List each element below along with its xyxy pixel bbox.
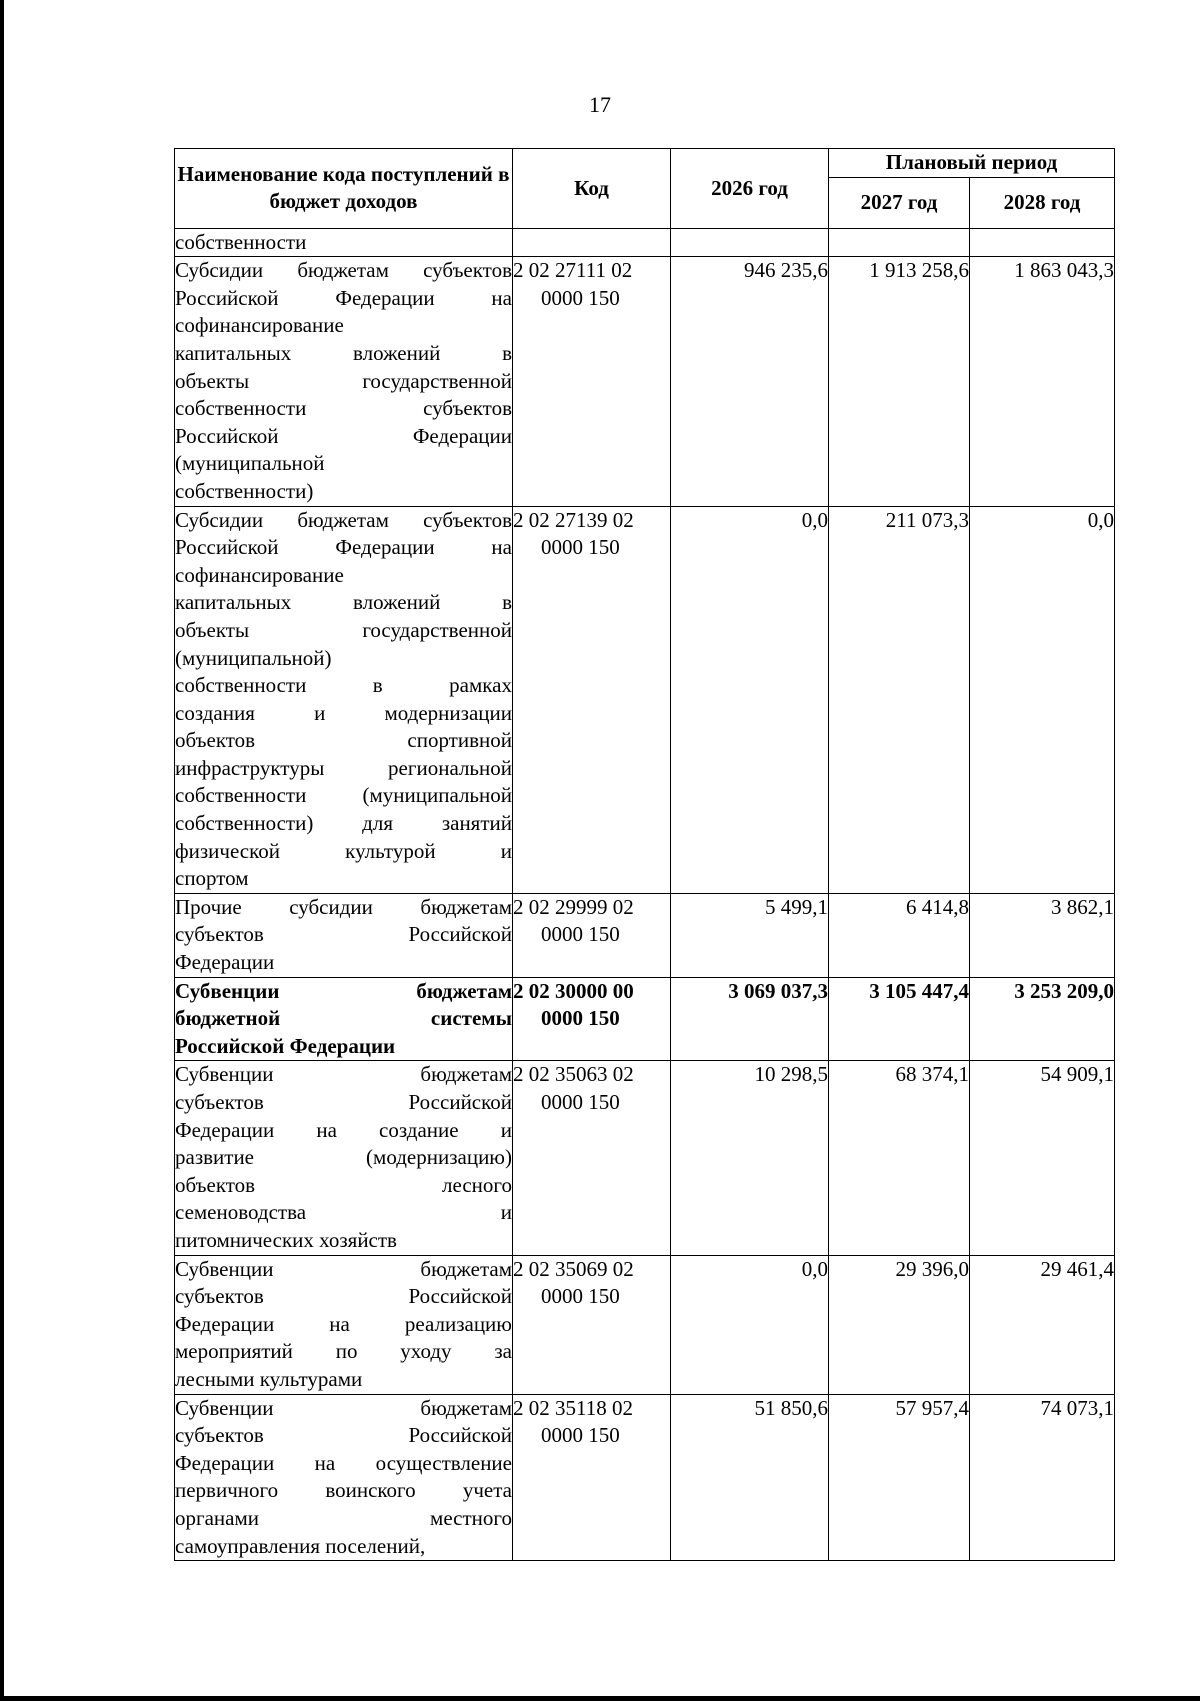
row-name-line: семеноводства и bbox=[175, 1200, 512, 1225]
row-name-line: Субвенции бюджетам bbox=[175, 1395, 512, 1420]
row-name-line: собственности) bbox=[175, 478, 314, 503]
row-value-2028: 3 862,1 bbox=[970, 893, 1115, 977]
row-name bbox=[175, 1255, 513, 1394]
table-row bbox=[175, 228, 1115, 257]
row-value-2028: 0,0 bbox=[970, 506, 1115, 893]
row-name-line: (муниципальной bbox=[175, 451, 325, 476]
row-name-line: Субвенции бюджетам bbox=[175, 1062, 512, 1087]
row-name bbox=[175, 893, 513, 977]
row-name-line: объекты государственной bbox=[175, 617, 512, 642]
row-code bbox=[513, 1394, 671, 1561]
revenue-table bbox=[174, 148, 1115, 1561]
row-name-line: Субсидии бюджетам субъектов bbox=[175, 507, 512, 532]
table-row bbox=[175, 257, 1115, 506]
row-value-2026: 10 298,5 bbox=[671, 1061, 829, 1255]
row-value-2026 bbox=[671, 228, 829, 257]
row-value-2026: 3 069 037,3 bbox=[671, 977, 829, 1061]
row-value-2026: 5 499,1 bbox=[671, 893, 829, 977]
row-name-line: собственности в рамках bbox=[175, 673, 512, 698]
row-value-2027: 1 913 258,6 bbox=[829, 257, 970, 506]
table-row bbox=[175, 893, 1115, 977]
row-value-2028: 3 253 209,0 bbox=[970, 977, 1115, 1061]
row-name-line: Федерации на создание и bbox=[175, 1117, 512, 1142]
table-row bbox=[175, 1061, 1115, 1255]
row-code-line: 0000 150 bbox=[541, 535, 620, 560]
row-name bbox=[175, 1061, 513, 1255]
row-code-line: 2 02 35063 02 bbox=[513, 1062, 634, 1087]
row-name-line: Российской Федерации на bbox=[175, 285, 512, 310]
row-name-line: Федерации на реализацию bbox=[175, 1311, 512, 1336]
header-2026: 2026 год bbox=[671, 149, 829, 229]
row-name-line: Прочие субсидии бюджетам bbox=[175, 894, 512, 919]
row-code-line: 0000 150 bbox=[541, 1090, 620, 1114]
row-code bbox=[513, 893, 671, 977]
row-value-2027: 57 957,4 bbox=[829, 1394, 970, 1561]
row-name-line: создания и модернизации bbox=[175, 700, 512, 725]
row-name-line: субъектов Российской bbox=[175, 1090, 512, 1114]
row-name-line: софинансирование bbox=[175, 562, 344, 587]
row-name-line: спортом bbox=[175, 866, 249, 891]
row-name-line: капитальных вложений в bbox=[175, 340, 512, 365]
row-value-2026: 51 850,6 bbox=[671, 1394, 829, 1561]
row-value-2026: 0,0 bbox=[671, 1255, 829, 1394]
header-name: Наименование кода поступлений в бюджет доходов bbox=[175, 149, 513, 229]
row-name bbox=[175, 977, 513, 1061]
row-name-line: собственности) для занятий bbox=[175, 811, 512, 836]
row-name-line: Российской Федерации на bbox=[175, 535, 512, 560]
row-name bbox=[175, 1394, 513, 1561]
page-number: 17 bbox=[589, 92, 611, 117]
row-name-line: бюджетной системы bbox=[175, 1006, 512, 1031]
row-value-2027: 211 073,3 bbox=[829, 506, 970, 893]
row-value-2028: 1 863 043,3 bbox=[970, 257, 1115, 506]
row-value-2028 bbox=[970, 228, 1115, 257]
row-value-2027: 6 414,8 bbox=[829, 893, 970, 977]
row-name-line: питомнических хозяйств bbox=[175, 1227, 397, 1252]
row-code bbox=[513, 506, 671, 893]
row-code-line: 0000 150 bbox=[541, 1006, 620, 1031]
row-code bbox=[513, 1255, 671, 1394]
row-value-2027 bbox=[829, 228, 970, 257]
row-code bbox=[513, 977, 671, 1061]
table-header-row bbox=[175, 149, 1115, 178]
row-name-line: инфраструктуры региональной bbox=[175, 755, 512, 780]
row-value-2027: 68 374,1 bbox=[829, 1061, 970, 1255]
row-name bbox=[175, 257, 513, 506]
header-plan-period: Плановый период bbox=[829, 149, 1115, 178]
row-name-line: субъектов Российской bbox=[175, 1284, 512, 1309]
row-name-line: субъектов Российской bbox=[175, 1423, 512, 1448]
header-2027: 2027 год bbox=[829, 177, 970, 228]
row-name-line: лесными культурами bbox=[175, 1366, 363, 1391]
row-code-line: 0000 150 bbox=[541, 1284, 620, 1309]
row-value-2028: 74 073,1 bbox=[970, 1394, 1115, 1561]
table-row bbox=[175, 506, 1115, 893]
row-name-line: Федерации на осуществление bbox=[175, 1450, 512, 1475]
row-name-line: Субсидии бюджетам субъектов bbox=[175, 258, 512, 283]
row-code-line: 0000 150 bbox=[541, 285, 620, 310]
row-name-line: собственности (муниципальной bbox=[175, 783, 512, 808]
row-name-line: Российской Федерации bbox=[175, 1033, 396, 1058]
row-code-line: 2 02 27111 02 bbox=[513, 258, 633, 283]
row-name-line: объектов лесного bbox=[175, 1172, 512, 1197]
table-row bbox=[175, 977, 1115, 1061]
row-name-line: субъектов Российской bbox=[175, 922, 512, 947]
row-code bbox=[513, 257, 671, 506]
scan-edge-bottom bbox=[0, 1696, 1200, 1701]
row-name-line: софинансирование bbox=[175, 313, 344, 338]
row-name-line: (муниципальной) bbox=[175, 645, 332, 670]
row-name-line: собственности bbox=[175, 229, 307, 254]
row-name-line: Субвенции бюджетам bbox=[175, 978, 512, 1003]
row-name-line: капитальных вложений в bbox=[175, 590, 512, 615]
row-value-2026: 0,0 bbox=[671, 506, 829, 893]
row-name-line: собственности субъектов bbox=[175, 396, 512, 421]
row-code-line: 2 02 30000 00 bbox=[513, 978, 634, 1003]
scan-edge-left bbox=[0, 0, 4, 1701]
row-name-line: Субвенции бюджетам bbox=[175, 1256, 512, 1281]
row-value-2027: 29 396,0 bbox=[829, 1255, 970, 1394]
row-name-line: развитие (модернизацию) bbox=[175, 1145, 512, 1170]
row-name-line: физической культурой и bbox=[175, 838, 512, 863]
row-code bbox=[513, 228, 671, 257]
row-code-line: 0000 150 bbox=[541, 922, 620, 947]
row-code-line: 2 02 35118 02 bbox=[513, 1395, 633, 1420]
row-code-line: 2 02 27139 02 bbox=[513, 507, 634, 532]
row-value-2027: 3 105 447,4 bbox=[829, 977, 970, 1061]
table-body bbox=[175, 228, 1115, 1561]
row-name-line: мероприятий по уходу за bbox=[175, 1339, 512, 1364]
row-name bbox=[175, 228, 513, 257]
row-value-2028: 29 461,4 bbox=[970, 1255, 1115, 1394]
row-code-line: 2 02 29999 02 bbox=[513, 894, 634, 919]
header-code: Код bbox=[513, 149, 671, 229]
table-row bbox=[175, 1394, 1115, 1561]
row-name-line: органами местного bbox=[175, 1505, 512, 1530]
row-code bbox=[513, 1061, 671, 1255]
row-value-2028: 54 909,1 bbox=[970, 1061, 1115, 1255]
row-code-line: 0000 150 bbox=[541, 1423, 620, 1448]
row-name-line: первичного воинского учета bbox=[175, 1478, 512, 1503]
row-name-line: объектов спортивной bbox=[175, 728, 512, 753]
row-name bbox=[175, 506, 513, 893]
header-2028: 2028 год bbox=[970, 177, 1115, 228]
table-row bbox=[175, 1255, 1115, 1394]
row-name-line: Российской Федерации bbox=[175, 423, 512, 448]
row-name-line: самоуправления поселений, bbox=[175, 1533, 426, 1558]
row-name-line: объекты государственной bbox=[175, 368, 512, 393]
row-name-line: Федерации bbox=[175, 950, 275, 975]
row-value-2026: 946 235,6 bbox=[671, 257, 829, 506]
row-code-line: 2 02 35069 02 bbox=[513, 1256, 634, 1281]
